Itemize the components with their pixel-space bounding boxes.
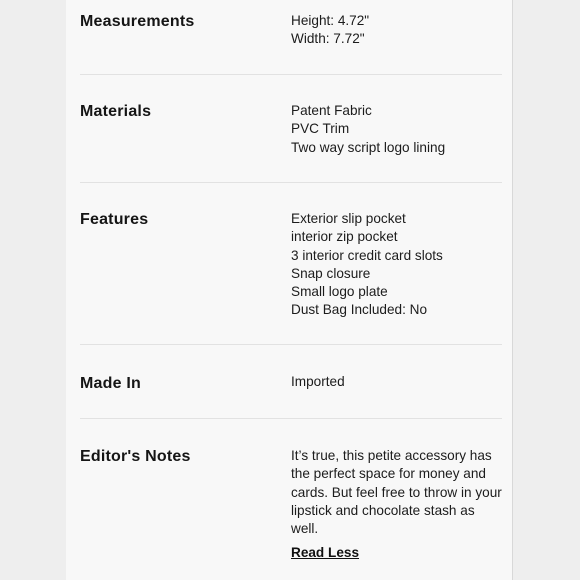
details-row-editors-notes: [80, 419, 502, 580]
materials-item: Two way script logo lining: [291, 139, 446, 155]
made-in-value: Imported: [291, 374, 345, 389]
features-label: Features: [80, 211, 149, 228]
materials-item: PVC Trim: [291, 121, 350, 137]
features-item: Small logo plate: [291, 284, 388, 300]
features-values: [291, 210, 505, 320]
features-item: Snap closure: [291, 265, 371, 281]
materials-item: Patent Fabric: [291, 103, 372, 118]
product-details-panel: [66, 0, 513, 580]
editors-notes-label: Editor's Notes: [80, 448, 191, 465]
measurements-height: Height: 4.72": [291, 13, 370, 28]
made-in-values: [291, 373, 505, 391]
details-row-materials: [80, 75, 502, 183]
editors-notes-values: [291, 447, 505, 563]
features-item: Dust Bag Included: No: [291, 302, 428, 318]
features-item: 3 interior credit card slots: [291, 247, 443, 263]
measurements-width: Width: 7.72": [291, 31, 365, 47]
details-row-measurements: [80, 0, 502, 75]
materials-values: [291, 102, 505, 157]
editors-notes-text: It’s true, this petite accessory has the perfect space for money and cards. But feel free to throw in your lipstick and chocolate stash as well.: [291, 448, 502, 537]
features-item: Exterior slip pocket: [291, 211, 406, 226]
details-row-made-in: [80, 345, 502, 419]
details-row-features: [80, 183, 502, 345]
features-item: interior zip pocket: [291, 229, 398, 245]
read-less-link[interactable]: Read Less: [291, 545, 360, 561]
materials-label: Materials: [80, 103, 152, 120]
measurements-label: Measurements: [80, 13, 195, 30]
made-in-label: Made In: [80, 375, 141, 392]
measurements-values: [291, 12, 505, 49]
